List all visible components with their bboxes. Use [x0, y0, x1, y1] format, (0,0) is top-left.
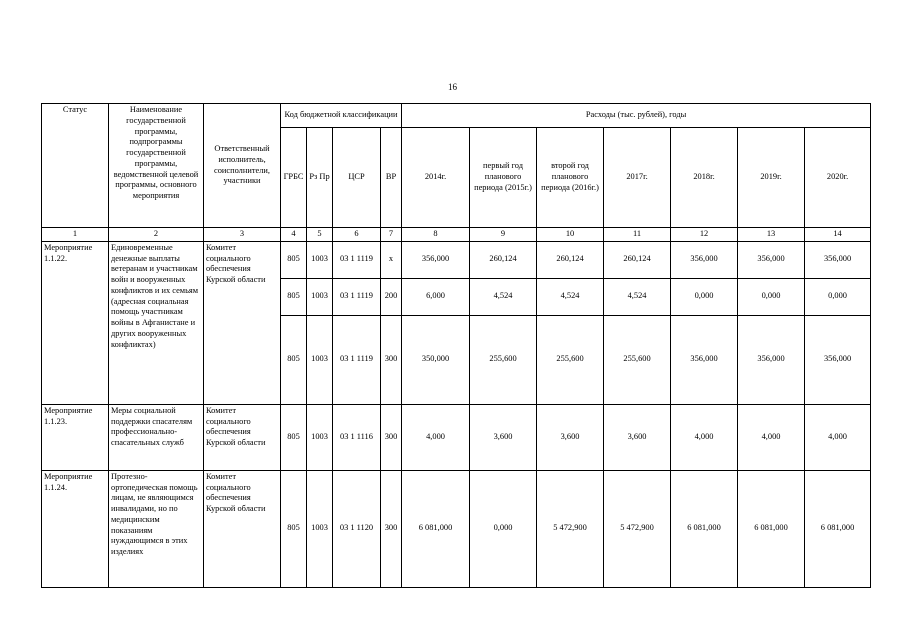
- grbs-cell: 805: [281, 404, 307, 470]
- column-number: 10: [537, 228, 604, 242]
- header-2020: 2020г.: [805, 128, 871, 228]
- value-2014: 356,000: [402, 241, 470, 278]
- value-2020: 356,000: [805, 241, 871, 278]
- value-2020: 356,000: [805, 315, 871, 404]
- value-2017: 4,524: [604, 278, 671, 315]
- measure-responsible: Комитет социального обеспечения Курской области: [204, 470, 281, 587]
- rzpr-cell: 1003: [307, 241, 333, 278]
- value-2015: 4,524: [470, 278, 537, 315]
- column-number: 8: [402, 228, 470, 242]
- vr-cell: 300: [381, 404, 402, 470]
- header-2017: 2017г.: [604, 128, 671, 228]
- header-2015: первый год планового периода (2015г.): [470, 128, 537, 228]
- rzpr-cell: 1003: [307, 470, 333, 587]
- column-number: 7: [381, 228, 402, 242]
- rzpr-cell: 1003: [307, 278, 333, 315]
- column-number: 12: [671, 228, 738, 242]
- header-kbk: Код бюджетной классификации: [281, 104, 402, 128]
- value-2016: 4,524: [537, 278, 604, 315]
- vr-cell: 300: [381, 470, 402, 587]
- measure-responsible: Комитет социального обеспечения Курской области: [204, 404, 281, 470]
- value-2017: 260,124: [604, 241, 671, 278]
- value-2018: 6 081,000: [671, 470, 738, 587]
- value-2017: 3,600: [604, 404, 671, 470]
- measure-name: Протезно-ортопедическая помощь лицам, не являющимся инвалидами, но по медицинским показаниям нуждающимся в этих изделиях: [109, 470, 204, 587]
- value-2016: 255,600: [537, 315, 604, 404]
- grbs-cell: 805: [281, 278, 307, 315]
- value-2015: 260,124: [470, 241, 537, 278]
- value-2014: 350,000: [402, 315, 470, 404]
- column-number: 9: [470, 228, 537, 242]
- csr-cell: 03 1 1119: [333, 241, 381, 278]
- measure-status: Мероприятие 1.1.23.: [42, 404, 109, 470]
- budget-table: [41, 103, 871, 588]
- header-2014: 2014г.: [402, 128, 470, 228]
- value-2016: 3,600: [537, 404, 604, 470]
- page-number: 16: [448, 82, 457, 92]
- value-2017: 5 472,900: [604, 470, 671, 587]
- column-number: 5: [307, 228, 333, 242]
- header-name: Наименование государственной программы, подпрограммы государственной программы, ведомственной целевой программы, основного мероприятия: [109, 104, 204, 228]
- value-2018: 0,000: [671, 278, 738, 315]
- rzpr-cell: 1003: [307, 315, 333, 404]
- header-2018: 2018г.: [671, 128, 738, 228]
- value-2019: 356,000: [738, 241, 805, 278]
- csr-cell: 03 1 1119: [333, 315, 381, 404]
- value-2020: 0,000: [805, 278, 871, 315]
- value-2018: 356,000: [671, 241, 738, 278]
- value-2018: 356,000: [671, 315, 738, 404]
- header-2019: 2019г.: [738, 128, 805, 228]
- measure-name: Меры социальной поддержки спасателям профессионально-спасательных служб: [109, 404, 204, 470]
- csr-cell: 03 1 1116: [333, 404, 381, 470]
- csr-cell: 03 1 1119: [333, 278, 381, 315]
- value-2020: 4,000: [805, 404, 871, 470]
- measure-status: Мероприятие 1.1.24.: [42, 470, 109, 587]
- value-2017: 255,600: [604, 315, 671, 404]
- csr-cell: 03 1 1120: [333, 470, 381, 587]
- column-number: 3: [204, 228, 281, 242]
- measure-status: Мероприятие 1.1.22.: [42, 241, 109, 404]
- column-number: 2: [109, 228, 204, 242]
- measure-responsible: Комитет социального обеспечения Курской области: [204, 241, 281, 404]
- value-2019: 356,000: [738, 315, 805, 404]
- column-number: 4: [281, 228, 307, 242]
- value-2014: 6,000: [402, 278, 470, 315]
- vr-cell: х: [381, 241, 402, 278]
- grbs-cell: 805: [281, 315, 307, 404]
- value-2014: 6 081,000: [402, 470, 470, 587]
- value-2016: 5 472,900: [537, 470, 604, 587]
- rzpr-cell: 1003: [307, 404, 333, 470]
- vr-cell: 200: [381, 278, 402, 315]
- header-2016: второй год планового периода (2016г.): [537, 128, 604, 228]
- header-responsible: Ответственный исполнитель, соисполнители, участники: [204, 104, 281, 228]
- table-row: [42, 404, 871, 470]
- value-2015: 3,600: [470, 404, 537, 470]
- table-row: [42, 241, 871, 278]
- value-2020: 6 081,000: [805, 470, 871, 587]
- table-row: [42, 470, 871, 587]
- vr-cell: 300: [381, 315, 402, 404]
- grbs-cell: 805: [281, 241, 307, 278]
- header-grbs: ГРБС: [281, 128, 307, 228]
- header-status: Статус: [42, 104, 109, 228]
- value-2018: 4,000: [671, 404, 738, 470]
- column-number-row: [42, 228, 871, 242]
- value-2015: 255,600: [470, 315, 537, 404]
- header-csr: ЦСР: [333, 128, 381, 228]
- value-2019: 4,000: [738, 404, 805, 470]
- value-2016: 260,124: [537, 241, 604, 278]
- header-row: [42, 104, 871, 128]
- column-number: 13: [738, 228, 805, 242]
- column-number: 14: [805, 228, 871, 242]
- header-vr: ВР: [381, 128, 402, 228]
- value-2019: 6 081,000: [738, 470, 805, 587]
- grbs-cell: 805: [281, 470, 307, 587]
- value-2015: 0,000: [470, 470, 537, 587]
- value-2014: 4,000: [402, 404, 470, 470]
- column-number: 1: [42, 228, 109, 242]
- column-number: 6: [333, 228, 381, 242]
- column-number: 11: [604, 228, 671, 242]
- header-expenses: Расходы (тыс. рублей), годы: [402, 104, 871, 128]
- header-rzpr: Рз Пр: [307, 128, 333, 228]
- value-2019: 0,000: [738, 278, 805, 315]
- measure-name: Единовременные денежные выплаты ветеранам и участникам войн и вооруженных конфликтов и их семьям (адресная социальная помощь участникам войны в Афганистане и других вооруженных конфликтах): [109, 241, 204, 404]
